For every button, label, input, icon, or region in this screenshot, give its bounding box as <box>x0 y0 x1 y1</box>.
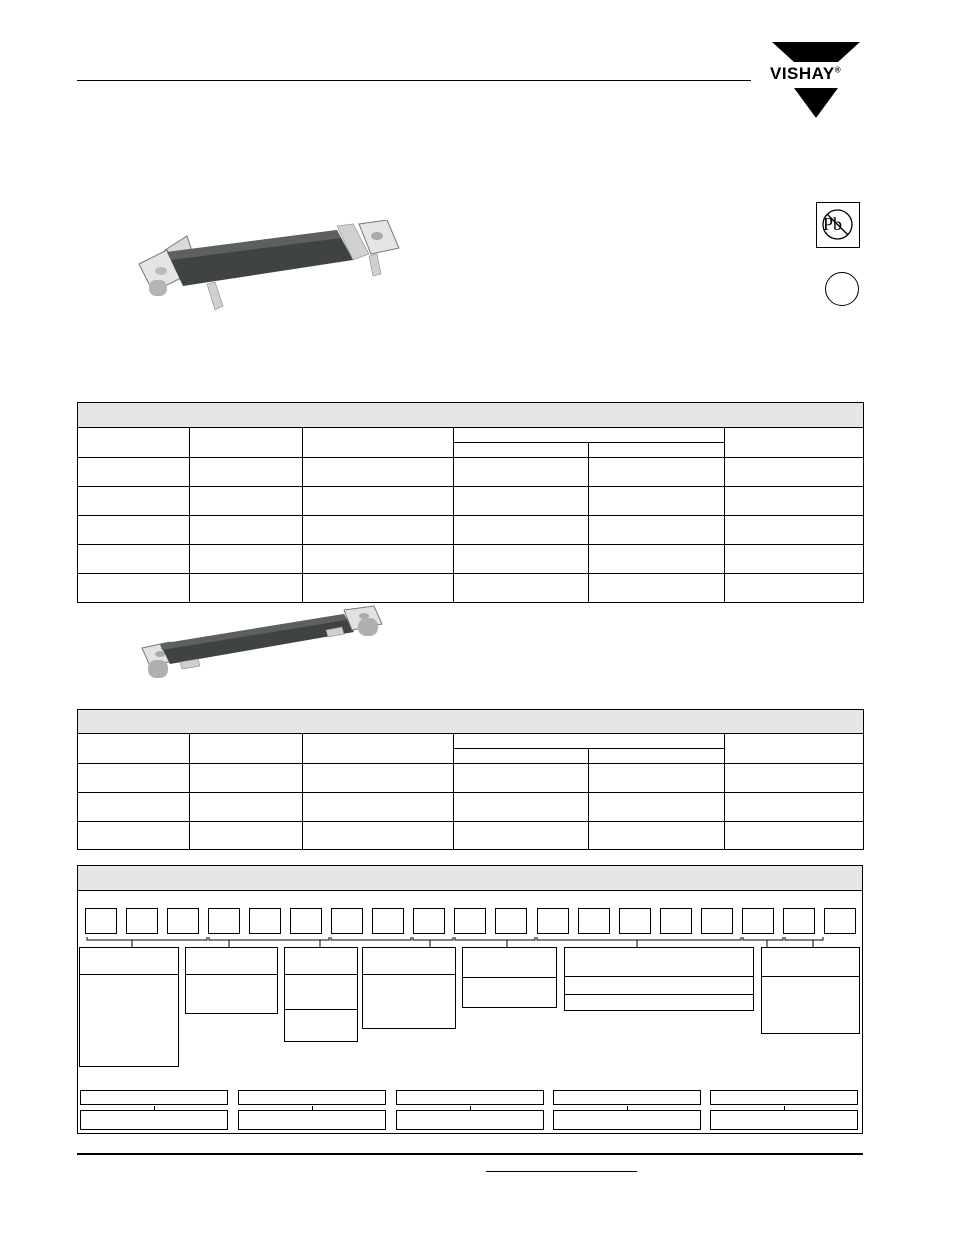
table-1-header-cell <box>303 428 454 458</box>
table-row <box>78 487 864 516</box>
resistor-photo-1 <box>137 220 407 316</box>
digit-connectors <box>77 934 863 948</box>
digit-box <box>290 908 322 934</box>
digit-box <box>619 908 651 934</box>
brand-name <box>770 64 841 84</box>
digit-box <box>85 908 117 934</box>
digit-box <box>660 908 692 934</box>
digit-box <box>167 908 199 934</box>
digit-box <box>331 908 363 934</box>
table-2-header-cell <box>78 734 190 764</box>
lead-free-icon <box>816 202 860 248</box>
code-field-box-2 <box>185 947 278 1014</box>
example-value-box <box>553 1110 701 1130</box>
table-1-subheader-cell <box>454 443 589 458</box>
table-1-header-cell <box>78 428 190 458</box>
example-value-box <box>238 1110 386 1130</box>
example-value-box <box>396 1110 544 1130</box>
digit-box <box>824 908 856 934</box>
table-1-header-group <box>454 428 725 443</box>
footer-rule <box>77 1153 863 1155</box>
table-row <box>78 458 864 487</box>
table-row <box>78 545 864 574</box>
example-value-box <box>710 1110 858 1130</box>
code-field-box-7 <box>761 947 860 1034</box>
table-2-header-cell <box>303 734 454 764</box>
table-row <box>78 793 864 822</box>
part-numbering-header <box>78 866 862 891</box>
example-label-box <box>396 1090 544 1105</box>
code-field-box-4 <box>362 947 456 1029</box>
digit-box <box>413 908 445 934</box>
code-field-box-5 <box>462 947 557 1008</box>
brand-label: VISHAY <box>770 64 835 83</box>
digit-box <box>249 908 281 934</box>
table-row <box>78 764 864 793</box>
digit-box <box>578 908 610 934</box>
registered-mark: ® <box>834 65 842 75</box>
table-1-subheader-cell <box>589 443 725 458</box>
code-field-box-1 <box>79 947 179 1067</box>
compliance-circle-icon <box>825 272 859 306</box>
example-value-box <box>80 1110 228 1130</box>
table-2-header-cell <box>725 734 864 764</box>
resistor-photo-2 <box>138 604 388 682</box>
example-label-box <box>553 1090 701 1105</box>
table-2-header-group <box>454 734 725 749</box>
table-row <box>78 822 864 850</box>
digit-box <box>742 908 774 934</box>
table-1-header-cell <box>190 428 303 458</box>
table-row <box>78 574 864 603</box>
footer-link-underline[interactable] <box>486 1171 637 1172</box>
digit-box <box>701 908 733 934</box>
digit-box <box>454 908 486 934</box>
digit-box <box>537 908 569 934</box>
example-label-box <box>710 1090 858 1105</box>
table-2-subheader-cell <box>589 749 725 764</box>
table-1-title-row <box>78 403 864 428</box>
table-1-header-cell <box>725 428 864 458</box>
example-label-box <box>238 1090 386 1105</box>
table-2-subheader-cell <box>454 749 589 764</box>
digit-box <box>208 908 240 934</box>
code-field-box-3 <box>284 947 358 1042</box>
code-field-box-6 <box>564 947 754 1011</box>
table-2-header-cell <box>190 734 303 764</box>
example-label-box <box>80 1090 228 1105</box>
spec-table-1 <box>77 402 864 603</box>
lead-free-label: Pb <box>823 214 843 234</box>
digit-box <box>495 908 527 934</box>
digit-box <box>126 908 158 934</box>
spec-table-2 <box>77 709 864 850</box>
table-row <box>78 516 864 545</box>
digit-box <box>372 908 404 934</box>
digit-box <box>783 908 815 934</box>
table-2-title-row <box>78 710 864 734</box>
header-rule <box>77 80 751 81</box>
